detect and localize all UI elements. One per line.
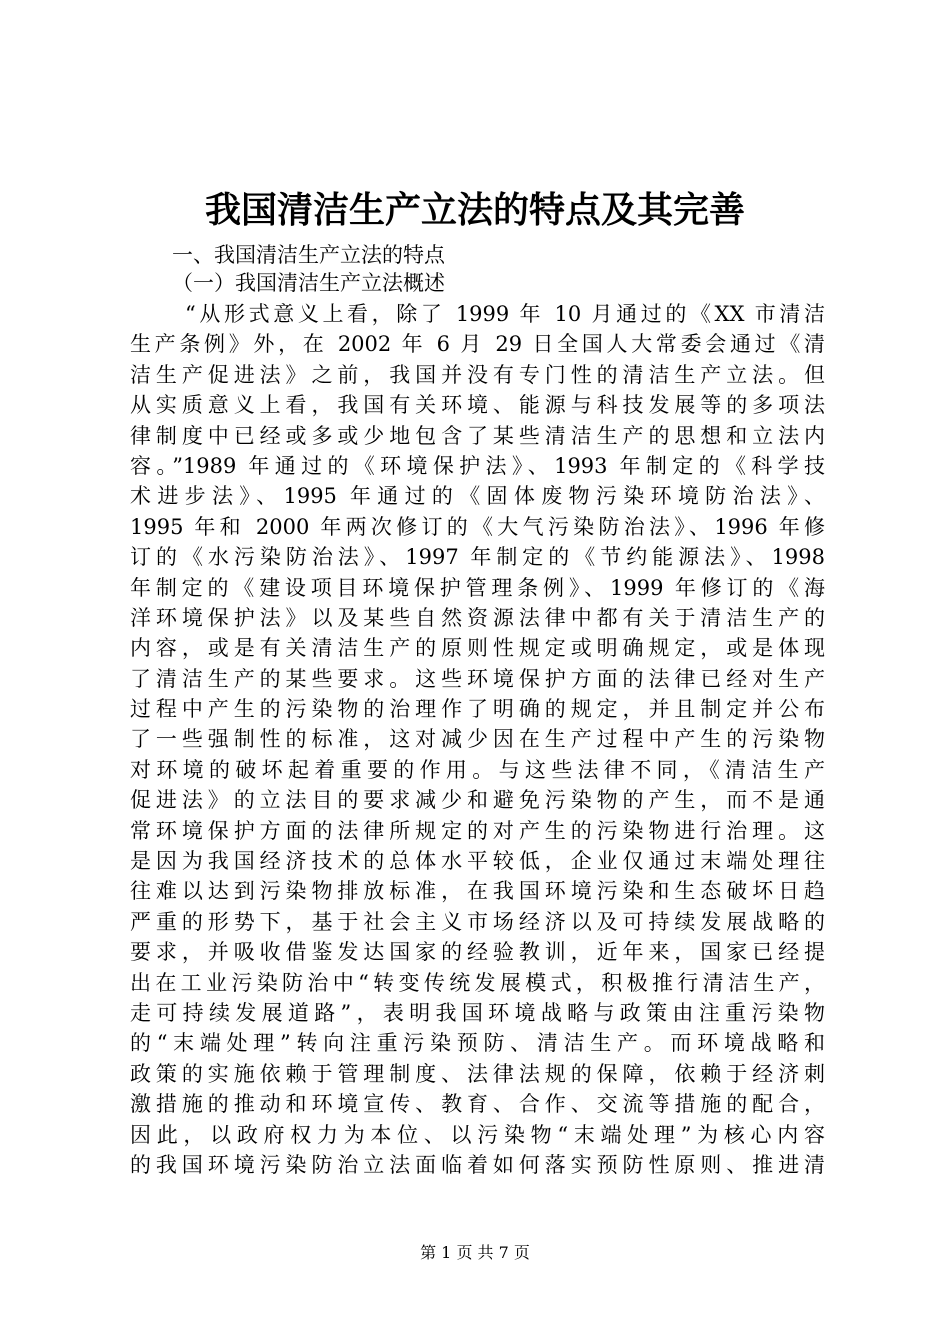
paragraph-line: 容。”1989 年通过的《环境保护法》、1993 年制定的《科学技 xyxy=(130,453,825,478)
paragraph-line: 对环境的破坏起着重要的作用。与这些法律不同，《清洁生产 xyxy=(130,757,825,782)
paragraph-line: 了清洁生产的某些要求。这些环境保护方面的法律已经对生产 xyxy=(130,666,825,691)
paragraph-line: 常环境保护方面的法律所规定的对产生的污染物进行治理。这 xyxy=(130,818,825,843)
paragraph-line: 政策的实施依赖于管理制度、法律法规的保障，依赖于经济刺 xyxy=(130,1061,825,1086)
paragraph-line: 从实质意义上看，我国有关环境、能源与科技发展等的多项法 xyxy=(130,393,825,418)
paragraph-line: 激措施的推动和环境宣传、教育、合作、交流等措施的配合， xyxy=(130,1092,825,1117)
paragraph-line: 订的《水污染防治法》、1997 年制定的《节约能源法》、1998 xyxy=(130,545,825,570)
paragraph-line: 走可持续发展道路”，表明我国环境战略与政策由注重污染物 xyxy=(130,1000,825,1025)
paragraph-line: 生产条例》外，在 2002 年 6 月 29 日全国人大常委会通过《清 xyxy=(130,332,825,357)
paragraph-line: 内容，或是有关清洁生产的原则性规定或明确规定，或是体现 xyxy=(130,636,825,661)
paragraph-line: 年制定的《建设项目环境保护管理条例》、1999 年修订的《海 xyxy=(130,575,825,600)
subsection-heading: （一）我国清洁生产立法概述 xyxy=(172,271,445,295)
paragraph-line: 术进步法》、1995 年通过的《固体废物污染环境防治法》、 xyxy=(130,484,825,509)
paragraph-line: 严重的形势下，基于社会主义市场经济以及可持续发展战略的 xyxy=(130,909,825,934)
paragraph-line: 要求，并吸收借鉴发达国家的经验教训，近年来，国家已经提 xyxy=(130,940,825,965)
paragraph-line: 的“末端处理”转向注重污染预防、清洁生产。而环境战略和 xyxy=(130,1031,825,1056)
paragraph-line: 律制度中已经或多或少地包含了某些清洁生产的思想和立法内 xyxy=(130,423,825,448)
paragraph-line: 因此，以政府权力为本位、以污染物“末端处理”为核心内容 xyxy=(130,1122,825,1147)
document-title: 我国清洁生产立法的特点及其完善 xyxy=(204,189,745,231)
paragraph-line: “从形式意义上看，除了 1999 年 10 月通过的《XX 市清洁 xyxy=(185,302,825,326)
paragraph-line: 是因为我国经济技术的总体水平较低，企业仅通过末端处理往 xyxy=(130,849,825,874)
paragraph-line: 往难以达到污染物排放标准，在我国环境污染和生态破坏日趋 xyxy=(130,879,825,904)
body-paragraph xyxy=(130,299,825,1180)
paragraph-line: 1995 年和 2000 年两次修订的《大气污染防治法》、1996 年修 xyxy=(130,514,825,539)
paragraph-line: 促进法》的立法目的要求减少和避免污染物的产生，而不是通 xyxy=(130,788,825,813)
paragraph-line: 洋环境保护法》以及某些自然资源法律中都有关于清洁生产的 xyxy=(130,605,825,630)
page-footer: 第 1 页 共 7 页 xyxy=(420,1243,530,1262)
paragraph-line: 的我国环境污染防治立法面临着如何落实预防性原则、推进清 xyxy=(130,1152,825,1177)
paragraph-line: 洁生产促进法》之前，我国并没有专门性的清洁生产立法。但 xyxy=(130,362,825,387)
section-heading: 一、我国清洁生产立法的特点 xyxy=(172,243,445,267)
paragraph-line: 出在工业污染防治中“转变传统发展模式，积极推行清洁生产， xyxy=(130,970,825,995)
paragraph-line: 了一些强制性的标准，这对减少因在生产过程中产生的污染物 xyxy=(130,727,825,752)
paragraph-line: 过程中产生的污染物的治理作了明确的规定，并且制定并公布 xyxy=(130,697,825,722)
